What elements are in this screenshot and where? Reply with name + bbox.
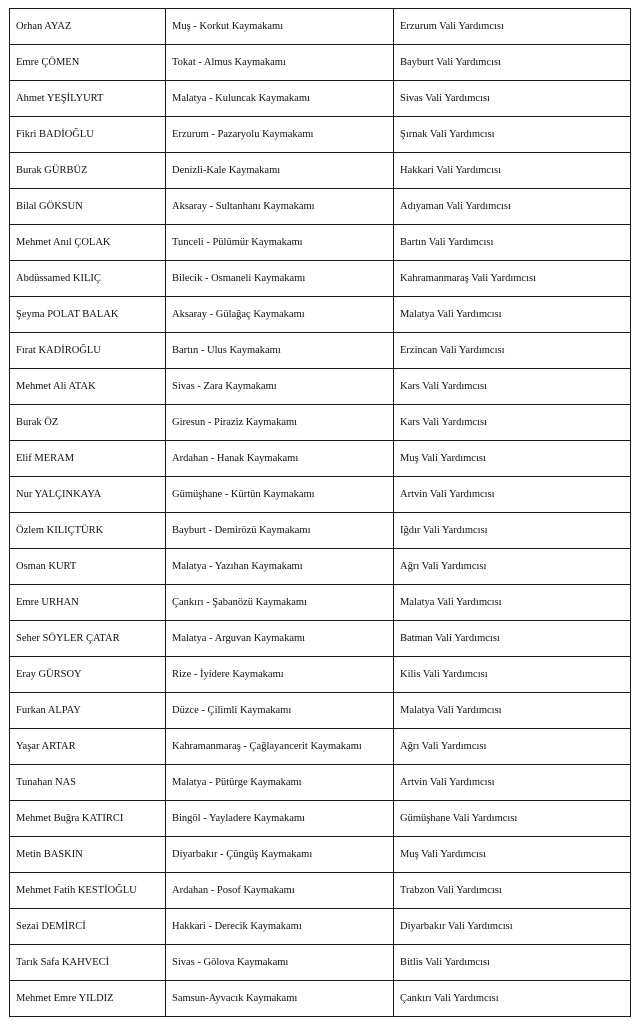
new-post-cell: Batman Vali Yardımcısı [394, 621, 631, 657]
current-post-cell: Giresun - Piraziz Kaymakamı [166, 405, 394, 441]
current-post-cell: Denizli-Kale Kaymakamı [166, 153, 394, 189]
name-cell: Mehmet Anıl ÇOLAK [10, 225, 166, 261]
table-row [10, 909, 631, 945]
name-cell: Orhan AYAZ [10, 9, 166, 45]
name-cell: Yaşar ARTAR [10, 729, 166, 765]
name-cell: Furkan ALPAY [10, 693, 166, 729]
table-row [10, 585, 631, 621]
new-post-cell: Bayburt Vali Yardımcısı [394, 45, 631, 81]
current-post-cell: Bartın - Ulus Kaymakamı [166, 333, 394, 369]
name-cell: Eray GÜRSOY [10, 657, 166, 693]
current-post-cell: Sivas - Zara Kaymakamı [166, 369, 394, 405]
new-post-cell: Artvin Vali Yardımcısı [394, 477, 631, 513]
name-cell: Metin BASKIN [10, 837, 166, 873]
current-post-cell: Tunceli - Pülümür Kaymakamı [166, 225, 394, 261]
table-row [10, 225, 631, 261]
name-cell: Fikri BADİOĞLU [10, 117, 166, 153]
name-cell: Tunahan NAS [10, 765, 166, 801]
name-cell: Mehmet Buğra KATIRCI [10, 801, 166, 837]
table-row [10, 9, 631, 45]
name-cell: Emre URHAN [10, 585, 166, 621]
new-post-cell: Gümüşhane Vali Yardımcısı [394, 801, 631, 837]
table-row [10, 81, 631, 117]
current-post-cell: Samsun-Ayvacık Kaymakamı [166, 981, 394, 1017]
new-post-cell: Artvin Vali Yardımcısı [394, 765, 631, 801]
table-row [10, 765, 631, 801]
new-post-cell: Kars Vali Yardımcısı [394, 405, 631, 441]
name-cell: Burak ÖZ [10, 405, 166, 441]
table-row [10, 837, 631, 873]
table-row [10, 981, 631, 1017]
new-post-cell: Şırnak Vali Yardımcısı [394, 117, 631, 153]
new-post-cell: Adıyaman Vali Yardımcısı [394, 189, 631, 225]
table-row [10, 153, 631, 189]
table-row [10, 117, 631, 153]
name-cell: Bilal GÖKSUN [10, 189, 166, 225]
current-post-cell: Ardahan - Posof Kaymakamı [166, 873, 394, 909]
current-post-cell: Aksaray - Sultanhanı Kaymakamı [166, 189, 394, 225]
current-post-cell: Çankırı - Şabanözü Kaymakamı [166, 585, 394, 621]
current-post-cell: Hakkari - Derecik Kaymakamı [166, 909, 394, 945]
appointments-table [9, 8, 631, 1017]
name-cell: Şeyma POLAT BALAK [10, 297, 166, 333]
current-post-cell: Bingöl - Yayladere Kaymakamı [166, 801, 394, 837]
new-post-cell: Malatya Vali Yardımcısı [394, 585, 631, 621]
table-row [10, 729, 631, 765]
table-row [10, 945, 631, 981]
name-cell: Emre ÇÖMEN [10, 45, 166, 81]
new-post-cell: Kilis Vali Yardımcısı [394, 657, 631, 693]
current-post-cell: Bilecik - Osmaneli Kaymakamı [166, 261, 394, 297]
current-post-cell: Muş - Korkut Kaymakamı [166, 9, 394, 45]
name-cell: Özlem KILIÇTÜRK [10, 513, 166, 549]
table-row [10, 513, 631, 549]
new-post-cell: Bitlis Vali Yardımcısı [394, 945, 631, 981]
table-row [10, 261, 631, 297]
current-post-cell: Tokat - Almus Kaymakamı [166, 45, 394, 81]
appointments-table-body [10, 9, 631, 1017]
table-row [10, 297, 631, 333]
table-row [10, 621, 631, 657]
new-post-cell: Erzurum Vali Yardımcısı [394, 9, 631, 45]
table-row [10, 405, 631, 441]
name-cell: Osman KURT [10, 549, 166, 585]
new-post-cell: Malatya Vali Yardımcısı [394, 297, 631, 333]
current-post-cell: Malatya - Arguvan Kaymakamı [166, 621, 394, 657]
table-row [10, 441, 631, 477]
name-cell: Mehmet Emre YILDIZ [10, 981, 166, 1017]
name-cell: Sezai DEMİRCİ [10, 909, 166, 945]
table-row [10, 333, 631, 369]
new-post-cell: Iğdır Vali Yardımcısı [394, 513, 631, 549]
table-row [10, 45, 631, 81]
name-cell: Fırat KADİROĞLU [10, 333, 166, 369]
current-post-cell: Ardahan - Hanak Kaymakamı [166, 441, 394, 477]
table-row [10, 873, 631, 909]
new-post-cell: Bartın Vali Yardımcısı [394, 225, 631, 261]
new-post-cell: Hakkari Vali Yardımcısı [394, 153, 631, 189]
name-cell: Burak GÜRBÜZ [10, 153, 166, 189]
new-post-cell: Ağrı Vali Yardımcısı [394, 549, 631, 585]
new-post-cell: Trabzon Vali Yardımcısı [394, 873, 631, 909]
current-post-cell: Diyarbakır - Çüngüş Kaymakamı [166, 837, 394, 873]
table-row [10, 477, 631, 513]
current-post-cell: Düzce - Çilimli Kaymakamı [166, 693, 394, 729]
new-post-cell: Erzincan Vali Yardımcısı [394, 333, 631, 369]
current-post-cell: Gümüşhane - Kürtün Kaymakamı [166, 477, 394, 513]
new-post-cell: Muş Vali Yardımcısı [394, 441, 631, 477]
new-post-cell: Çankırı Vali Yardımcısı [394, 981, 631, 1017]
name-cell: Mehmet Fatih KESTİOĞLU [10, 873, 166, 909]
current-post-cell: Sivas - Gölova Kaymakamı [166, 945, 394, 981]
current-post-cell: Rize - İyidere Kaymakamı [166, 657, 394, 693]
new-post-cell: Malatya Vali Yardımcısı [394, 693, 631, 729]
name-cell: Mehmet Ali ATAK [10, 369, 166, 405]
table-row [10, 693, 631, 729]
name-cell: Seher SÖYLER ÇATAR [10, 621, 166, 657]
new-post-cell: Ağrı Vali Yardımcısı [394, 729, 631, 765]
new-post-cell: Kahramanmaraş Vali Yardımcısı [394, 261, 631, 297]
name-cell: Abdüssamed KILIÇ [10, 261, 166, 297]
current-post-cell: Aksaray - Gülağaç Kaymakamı [166, 297, 394, 333]
table-row [10, 657, 631, 693]
name-cell: Elif MERAM [10, 441, 166, 477]
name-cell: Tarık Safa KAHVECİ [10, 945, 166, 981]
new-post-cell: Kars Vali Yardımcısı [394, 369, 631, 405]
current-post-cell: Erzurum - Pazaryolu Kaymakamı [166, 117, 394, 153]
new-post-cell: Diyarbakır Vali Yardımcısı [394, 909, 631, 945]
table-row [10, 549, 631, 585]
new-post-cell: Muş Vali Yardımcısı [394, 837, 631, 873]
table-row [10, 369, 631, 405]
current-post-cell: Malatya - Yazıhan Kaymakamı [166, 549, 394, 585]
new-post-cell: Sivas Vali Yardımcısı [394, 81, 631, 117]
current-post-cell: Kahramanmaraş - Çağlayancerit Kaymakamı [166, 729, 394, 765]
name-cell: Ahmet YEŞİLYURT [10, 81, 166, 117]
table-row [10, 801, 631, 837]
current-post-cell: Malatya - Kuluncak Kaymakamı [166, 81, 394, 117]
current-post-cell: Bayburt - Demirözü Kaymakamı [166, 513, 394, 549]
name-cell: Nur YALÇINKAYA [10, 477, 166, 513]
current-post-cell: Malatya - Pütürge Kaymakamı [166, 765, 394, 801]
table-row [10, 189, 631, 225]
